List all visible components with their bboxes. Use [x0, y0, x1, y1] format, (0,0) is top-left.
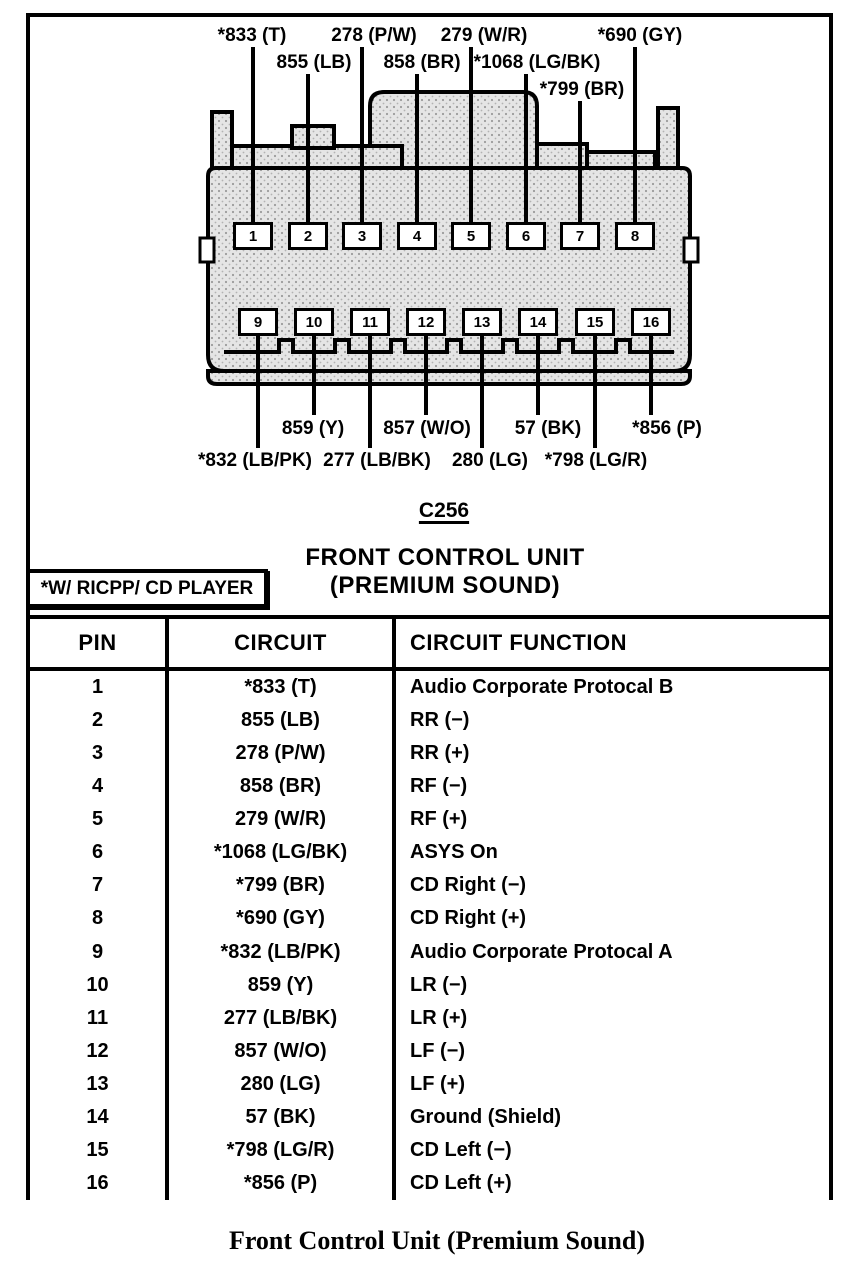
cell-circuit: *1068 (LG/BK) — [165, 836, 392, 869]
table-row — [30, 836, 829, 869]
cell-circuit: 278 (P/W) — [165, 737, 392, 770]
cell-circuit: 859 (Y) — [165, 969, 392, 1002]
table-row — [30, 1167, 829, 1200]
connector-bottom-lip — [208, 371, 690, 384]
cell-circuit-function: CD Right (−) — [392, 869, 829, 902]
cell-circuit-function: LR (+) — [392, 1002, 829, 1035]
cell-circuit-function: RF (−) — [392, 770, 829, 803]
cell-pin: 1 — [91, 676, 104, 699]
connector-right-notch — [684, 238, 698, 262]
cell-circuit: *690 (GY) — [165, 902, 392, 935]
cell-pin: 11 — [86, 1006, 109, 1029]
pin-box: 7 — [560, 222, 600, 250]
wire-label: 857 (W/O) — [383, 418, 471, 439]
cell-circuit: 858 (BR) — [165, 770, 392, 803]
pin-box: 6 — [506, 222, 546, 250]
wire-label: 855 (LB) — [276, 52, 352, 73]
wire-label: *798 (LG/R) — [544, 450, 648, 471]
cell-circuit-function: CD Left (−) — [392, 1134, 829, 1167]
cell-circuit: 280 (LG) — [165, 1068, 392, 1101]
unit-title-line1: FRONT CONTROL UNIT — [305, 544, 585, 571]
pin-box: 9 — [238, 308, 278, 336]
connector-left-ear — [212, 112, 232, 172]
wire-label: *799 (BR) — [539, 79, 625, 100]
cell-pin: 15 — [86, 1138, 109, 1161]
cell-circuit-function: RR (+) — [392, 737, 829, 770]
cell-circuit-function: RR (−) — [392, 704, 829, 737]
cell-circuit-function: Audio Corporate Protocal B — [392, 671, 829, 704]
table-row — [30, 969, 829, 1002]
table-row — [30, 936, 829, 969]
wire-label: *856 (P) — [632, 418, 702, 439]
cell-circuit: *833 (T) — [165, 671, 392, 704]
header-pin: PIN — [78, 630, 117, 655]
cell-pin: 8 — [91, 907, 104, 930]
cell-circuit: *799 (BR) — [165, 869, 392, 902]
pin-box: 11 — [350, 308, 390, 336]
cell-circuit: 277 (LB/BK) — [165, 1002, 392, 1035]
cell-circuit: *832 (LB/PK) — [165, 936, 392, 969]
wire-label: 859 (Y) — [281, 418, 345, 439]
pin-box: 14 — [518, 308, 558, 336]
table-row — [30, 1068, 829, 1101]
wire-label: 280 (LG) — [451, 450, 529, 471]
header-circuit-function: CIRCUIT FUNCTION — [392, 619, 829, 667]
table-header-row — [30, 619, 829, 671]
cell-pin: 10 — [86, 973, 109, 996]
pin-box: 5 — [451, 222, 491, 250]
table-row — [30, 1002, 829, 1035]
cell-pin: 2 — [91, 709, 104, 732]
wire-label: 278 (P/W) — [331, 25, 417, 46]
pin-box: 2 — [288, 222, 328, 250]
table-row — [30, 902, 829, 935]
cell-pin: 5 — [91, 808, 104, 831]
cell-pin: 12 — [86, 1039, 109, 1062]
wire-label: 57 (BK) — [514, 418, 582, 439]
connector-right-ear — [658, 108, 678, 172]
pin-box: 16 — [631, 308, 671, 336]
pin-box: 4 — [397, 222, 437, 250]
cell-circuit-function: Ground (Shield) — [392, 1101, 829, 1134]
wire-label: 277 (LB/BK) — [323, 450, 431, 471]
cell-circuit-function: CD Right (+) — [392, 902, 829, 935]
cell-pin: 13 — [86, 1072, 109, 1095]
pin-box: 15 — [575, 308, 615, 336]
cell-pin: 7 — [91, 874, 104, 897]
wire-label: *1068 (LG/BK) — [473, 52, 601, 73]
wire-label: *833 (T) — [217, 25, 287, 46]
cell-circuit: 857 (W/O) — [165, 1035, 392, 1068]
pinout-table — [26, 615, 833, 1200]
cell-circuit: 855 (LB) — [165, 704, 392, 737]
unit-title-line2: (PREMIUM SOUND) — [329, 572, 561, 599]
wire-label: *832 (LB/PK) — [197, 450, 313, 471]
figure-caption: Front Control Unit (Premium Sound) — [228, 1226, 646, 1255]
pin-box: 3 — [342, 222, 382, 250]
cell-pin: 14 — [86, 1105, 109, 1128]
cell-pin: 6 — [91, 841, 104, 864]
cell-circuit: 57 (BK) — [165, 1101, 392, 1134]
table-row — [30, 770, 829, 803]
cell-circuit: 279 (W/R) — [165, 803, 392, 836]
wire-label: *690 (GY) — [597, 25, 683, 46]
cell-pin: 16 — [86, 1171, 109, 1194]
cell-circuit-function: LF (+) — [392, 1068, 829, 1101]
table-body — [30, 671, 829, 1200]
connector-left-key — [292, 126, 334, 148]
pin-box: 10 — [294, 308, 334, 336]
cell-circuit-function: RF (+) — [392, 803, 829, 836]
cell-pin: 3 — [91, 742, 104, 765]
cell-circuit-function: CD Left (+) — [392, 1167, 829, 1200]
header-circuit: CIRCUIT — [165, 619, 392, 667]
cell-pin: 4 — [91, 775, 104, 798]
table-row — [30, 671, 829, 704]
cell-circuit-function: LR (−) — [392, 969, 829, 1002]
pin-box: 12 — [406, 308, 446, 336]
pin-box: 1 — [233, 222, 273, 250]
cell-circuit-function: ASYS On — [392, 836, 829, 869]
table-row — [30, 1101, 829, 1134]
table-row — [30, 1134, 829, 1167]
note-box: *W/ RICPP/ CD PLAYER — [26, 569, 268, 608]
cell-circuit-function: LF (−) — [392, 1035, 829, 1068]
connector-left-notch — [200, 238, 214, 262]
cell-pin: 9 — [91, 940, 104, 963]
pin-box: 8 — [615, 222, 655, 250]
wire-label: 279 (W/R) — [440, 25, 528, 46]
cell-circuit: *798 (LG/R) — [165, 1134, 392, 1167]
cell-circuit-function: Audio Corporate Protocal A — [392, 936, 829, 969]
table-row — [30, 737, 829, 770]
table-row — [30, 1035, 829, 1068]
table-row — [30, 869, 829, 902]
table-row — [30, 803, 829, 836]
wire-label: 858 (BR) — [383, 52, 461, 73]
pin-box: 13 — [462, 308, 502, 336]
connector-id: C256 — [418, 499, 470, 522]
cell-circuit: *856 (P) — [165, 1167, 392, 1200]
table-row — [30, 704, 829, 737]
